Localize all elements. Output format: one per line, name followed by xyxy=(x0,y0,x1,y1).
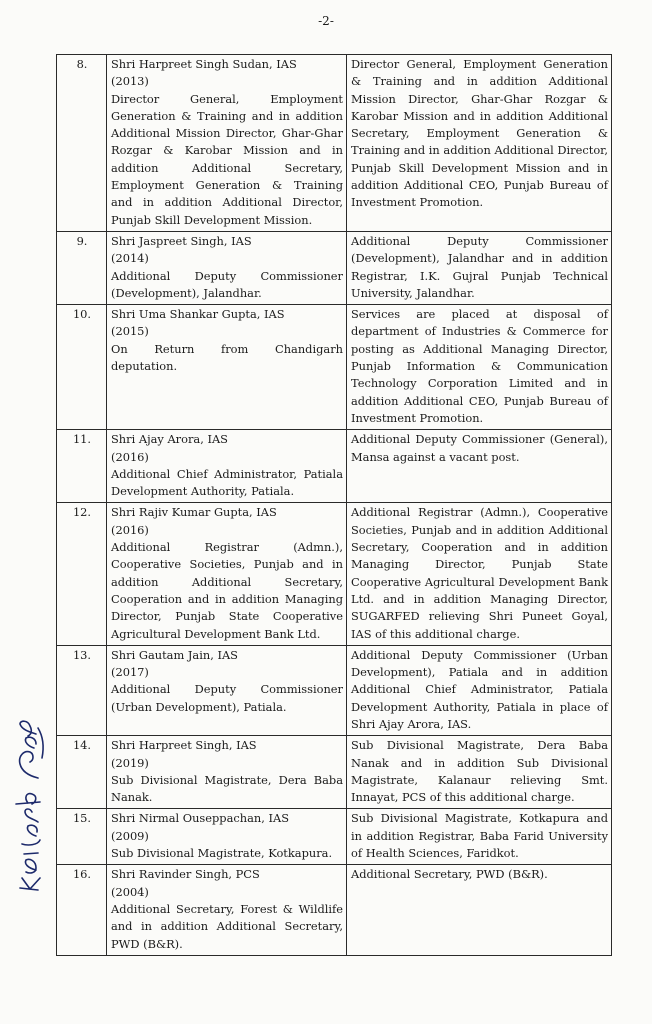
officer-details-cell xyxy=(107,305,347,430)
current-posting: Additional Deputy Commissioner (Development), Jalandhar. xyxy=(111,268,343,300)
current-posting: Sub Divisional Magistrate, Kotkapura. xyxy=(111,846,333,861)
officer-name: Shri Gautam Jain, IAS xyxy=(111,647,238,662)
officer-batch: (2013) xyxy=(111,74,149,89)
serial-number: 14. xyxy=(57,736,107,809)
current-posting: Sub Divisional Magistrate, Dera Baba Nanak. xyxy=(111,772,343,805)
officer-name: Shri Uma Shankar Gupta, IAS xyxy=(111,307,285,322)
officer-details-cell xyxy=(107,503,347,645)
officer-details-cell xyxy=(107,736,347,809)
new-posting: Director General, Employment Generation & Training and in addition Additional Mission Director, Ghar-Ghar Rozgar & Karobar Mission and in addition Additional Secretary, Employment Generation & Training and in addition Additional Director, Punjab Skill Development Mission and in addition Additional CEO, Punjab Bureau of Investment Promotion. xyxy=(347,55,612,232)
officer-details-cell xyxy=(107,809,347,865)
officer-batch: (2016) xyxy=(111,449,149,464)
new-posting: Additional Deputy Commissioner (Urban Development), Patiala and in addition Additional Chief Administrator, Patiala Development Authority, Patiala in place of Shri Ajay Arora, IAS. xyxy=(347,645,612,735)
serial-number: 9. xyxy=(57,231,107,304)
table-row xyxy=(57,305,612,430)
table-row xyxy=(57,736,612,809)
table-row xyxy=(57,809,612,865)
current-posting: Additional Secretary, Forest & Wildlife and in addition Additional Secretary, PWD (B&R). xyxy=(111,901,343,951)
current-posting: Additional Chief Administrator, Patiala Development Authority, Patiala. xyxy=(111,466,343,499)
officer-name: Shri Ajay Arora, IAS xyxy=(111,432,228,447)
officer-batch: (2004) xyxy=(111,884,149,899)
officer-name: Shri Ravinder Singh, PCS xyxy=(111,867,260,882)
table-row xyxy=(57,55,612,232)
officer-name: Shri Rajiv Kumar Gupta, IAS xyxy=(111,505,277,520)
table-body xyxy=(57,55,612,956)
new-posting: Additional Secretary, PWD (B&R). xyxy=(347,865,612,955)
officer-batch: (2017) xyxy=(111,665,149,680)
handwritten-signature xyxy=(8,718,52,898)
officer-details-cell xyxy=(107,430,347,503)
officer-batch: (2014) xyxy=(111,251,149,266)
current-posting: Additional Deputy Commissioner (Urban Development), Patiala. xyxy=(111,682,343,714)
officer-details-cell xyxy=(107,865,347,955)
new-posting: Services are placed at disposal of department of Industries & Commerce for posting as Additional Managing Director, Punjab Information & Communication Technology Corporation Limited and in addition Additional CEO, Punjab Bureau of Investment Promotion. xyxy=(347,305,612,430)
table-row xyxy=(57,645,612,735)
serial-number: 16. xyxy=(57,865,107,955)
current-posting: Additional Registrar (Admn.), Cooperative Societies, Punjab and in addition Additional Secretary, Cooperation and in addition Managing Director, Punjab State Cooperative Agricultural Development Bank Ltd. xyxy=(111,540,343,641)
officer-details-cell xyxy=(107,645,347,735)
table-row xyxy=(57,231,612,304)
transfer-orders-table xyxy=(56,54,612,956)
officer-batch: (2016) xyxy=(111,522,149,537)
serial-number: 8. xyxy=(57,55,107,232)
serial-number: 10. xyxy=(57,305,107,430)
officer-name: Shri Harpreet Singh Sudan, IAS xyxy=(111,57,297,71)
officer-name: Shri Nirmal Ouseppachan, IAS xyxy=(111,811,290,826)
table-row xyxy=(57,503,612,645)
current-posting: On Return from Chandigarh deputation. xyxy=(111,341,343,374)
officer-details-cell xyxy=(107,231,347,304)
new-posting: Sub Divisional Magistrate, Kotkapura and in addition Registrar, Baba Farid University of Health Sciences, Faridkot. xyxy=(347,809,612,865)
officer-batch: (2019) xyxy=(111,755,149,770)
new-posting: Additional Registrar (Admn.), Cooperative Societies, Punjab and in addition Additional Secretary, Cooperation and in addition Managing Director, Punjab State Cooperative Agricultural Development Bank Ltd. and in addition Managing Director, SUGARFED relieving Shri Puneet Goyal, IAS of this additional charge. xyxy=(347,503,612,645)
table-row xyxy=(57,430,612,503)
new-posting: Additional Deputy Commissioner (Development), Jalandhar and in addition Registrar, I.K. Gujral Punjab Technical University, Jalandhar. xyxy=(347,231,612,304)
officer-details-cell xyxy=(107,55,347,232)
officer-batch: (2009) xyxy=(111,828,149,843)
officer-name: Shri Harpreet Singh, IAS xyxy=(111,738,257,753)
current-posting: Director General, Employment Generation & Training and in addition Additional Mission Director, Ghar-Ghar Rozgar & Karobar Mission and in addition Additional Secretary, Employment Generation & Training and in addition Additional Director, Punjab Skill Development Mission. xyxy=(111,91,343,227)
serial-number: 13. xyxy=(57,645,107,735)
new-posting: Additional Deputy Commissioner (General), Mansa against a vacant post. xyxy=(347,430,612,503)
new-posting: Sub Divisional Magistrate, Dera Baba Nanak and in addition Sub Divisional Magistrate, Kalanaur relieving Smt. Innayat, PCS of this additional charge. xyxy=(347,736,612,809)
serial-number: 15. xyxy=(57,809,107,865)
officer-name: Shri Jaspreet Singh, IAS xyxy=(111,233,252,248)
serial-number: 12. xyxy=(57,503,107,645)
serial-number: 11. xyxy=(57,430,107,503)
page-number: -2- xyxy=(318,14,334,28)
table-row xyxy=(57,865,612,955)
officer-batch: (2015) xyxy=(111,324,149,339)
